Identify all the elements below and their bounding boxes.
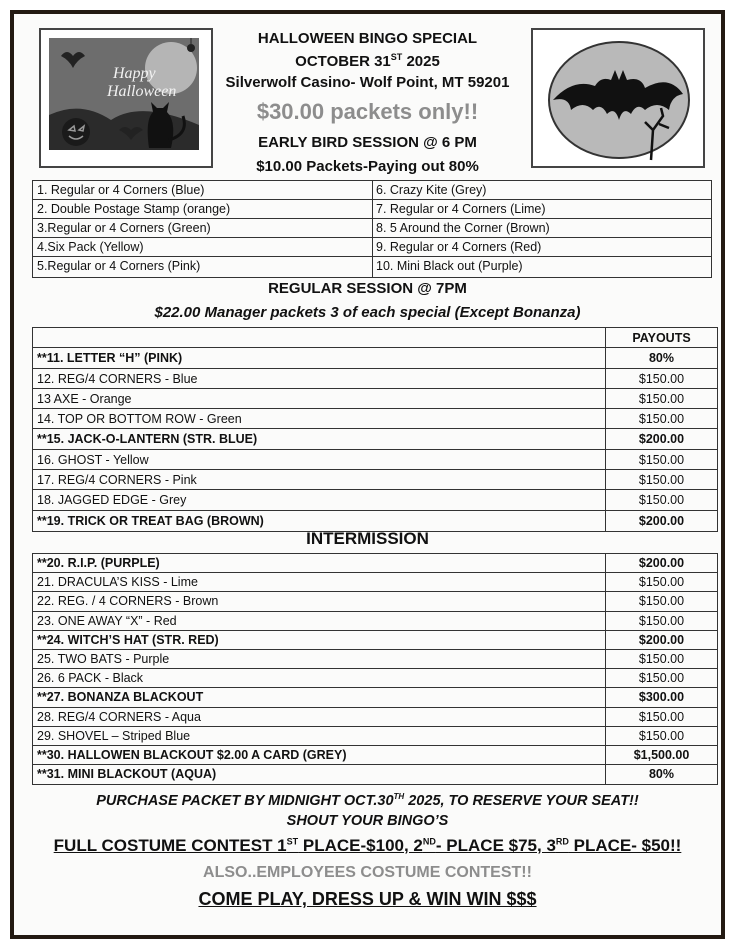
table-row — [33, 669, 717, 688]
date-suffix: ST — [390, 52, 403, 62]
game-name: **11. LETTER “H” (PINK) — [37, 351, 183, 366]
early-game: 9. Regular or 4 Corners (Red) — [372, 238, 711, 257]
game-name: **24. WITCH’S HAT (STR. RED) — [37, 632, 219, 647]
table-row — [33, 490, 717, 510]
game-name: 25. TWO BATS - Purple — [37, 651, 170, 666]
table-row — [33, 511, 717, 531]
game-payout: $150.00 — [605, 708, 717, 726]
table-row — [33, 409, 717, 429]
table-row — [33, 554, 717, 573]
table-row — [33, 688, 717, 707]
early-games-left — [33, 181, 373, 277]
table-row — [33, 708, 717, 727]
game-payout: $150.00 — [605, 669, 717, 687]
table-row — [33, 631, 717, 650]
game-name: 21. DRACULA’S KISS - Lime — [37, 575, 198, 590]
game-name: 13 AXE - Orange — [37, 391, 132, 406]
table-row — [33, 450, 717, 470]
game-payout: 80% — [605, 348, 717, 367]
game-name: 17. REG/4 CORNERS - Pink — [37, 473, 197, 488]
halloween-text: Halloween — [107, 83, 177, 100]
table-row — [33, 573, 717, 592]
contest-sup-3: RD — [555, 836, 569, 847]
game-name: 14. TOP OR BOTTOM ROW - Green — [37, 412, 242, 427]
contest-sup-1: ST — [286, 836, 299, 847]
early-game: 2. Double Postage Stamp (orange) — [33, 200, 372, 219]
game-payout: $150.00 — [605, 369, 717, 388]
game-payout: $150.00 — [605, 389, 717, 408]
game-payout: $200.00 — [605, 511, 717, 531]
game-name: **19. TRICK OR TREAT BAG (BROWN) — [37, 513, 264, 528]
game-name: **31. MINI BLACKOUT (AQUA) — [37, 767, 217, 782]
early-bird-session: EARLY BIRD SESSION @ 6 PM — [258, 134, 477, 151]
table-row — [33, 470, 717, 490]
flyer — [10, 10, 725, 939]
table-row — [33, 746, 717, 765]
table-row — [33, 348, 717, 368]
table-row — [33, 592, 717, 611]
game-name: 23. ONE AWAY “X” - Red — [37, 613, 177, 628]
intermission-games-table — [32, 553, 718, 785]
early-game: 7. Regular or 4 Corners (Lime) — [372, 200, 711, 219]
contest-text-b: PLACE-$100, 2 — [298, 836, 423, 855]
table-row — [33, 429, 717, 449]
contest-text-c: - PLACE $75, 3 — [435, 836, 556, 855]
table-row — [33, 612, 717, 631]
early-game: 10. Mini Black out (Purple) — [376, 259, 523, 273]
intermission-title: INTERMISSION — [306, 529, 429, 548]
employee-contest: ALSO..EMPLOYEES COSTUME CONTEST!! — [203, 864, 532, 881]
early-bird-games-table — [32, 180, 712, 278]
game-name: 18. JAGGED EDGE - Grey — [37, 493, 187, 508]
early-game: 5.Regular or 4 Corners (Pink) — [37, 259, 201, 273]
game-payout: $150.00 — [605, 409, 717, 428]
early-game: 6. Crazy Kite (Grey) — [372, 181, 711, 200]
table-row — [33, 727, 717, 746]
table-row — [33, 369, 717, 389]
game-payout: $300.00 — [605, 688, 717, 706]
game-payout: $150.00 — [605, 450, 717, 469]
game-payout: $200.00 — [605, 429, 717, 448]
game-payout: $200.00 — [605, 554, 717, 572]
early-games-right — [372, 181, 711, 277]
game-name: 28. REG/4 CORNERS - Aqua — [37, 709, 201, 724]
purchase-text-a: PURCHASE PACKET BY MIDNIGHT OCT.30 — [96, 792, 394, 809]
table-row — [33, 765, 717, 784]
game-payout: $150.00 — [605, 592, 717, 610]
game-payout: 80% — [605, 765, 717, 784]
game-name: **30. HALLOWEN BLACKOUT $2.00 A CARD (GREY) — [37, 747, 347, 762]
game-payout: $150.00 — [605, 490, 717, 509]
game-payout: $150.00 — [605, 650, 717, 668]
game-name: 29. SHOVEL – Striped Blue — [37, 728, 191, 743]
game-payout: $150.00 — [605, 612, 717, 630]
purchase-notice — [14, 792, 721, 809]
purchase-text-b: 2025, TO RESERVE YOUR SEAT!! — [404, 792, 639, 809]
game-name: 16. GHOST - Yellow — [37, 452, 149, 467]
game-name: **27. BONANZA BLACKOUT — [37, 690, 204, 705]
shout-bingo: SHOUT YOUR BINGO’S — [286, 813, 449, 829]
game-name: **15. JACK-O-LANTERN (STR. BLUE) — [37, 432, 258, 447]
regular-session-subtitle: $22.00 Manager packets 3 of each special (Except Bonanza) — [154, 304, 581, 321]
come-play: COME PLAY, DRESS UP & WIN WIN $$$ — [198, 889, 537, 909]
early-game: 4.Six Pack (Yellow) — [33, 238, 372, 257]
contest-sup-2: ND — [422, 836, 436, 847]
flyer-title: HALLOWEEN BINGO SPECIAL — [257, 30, 478, 47]
date-main: OCTOBER 31 — [295, 53, 391, 70]
contest-text-d: PLACE- $50!! — [568, 836, 682, 855]
early-bird-packets: $10.00 Packets-Paying out 80% — [256, 158, 479, 175]
early-game: 1. Regular or 4 Corners (Blue) — [33, 181, 372, 200]
date-year: 2025 — [402, 53, 440, 70]
early-game: 8. 5 Around the Corner (Brown) — [372, 219, 711, 238]
game-name: 26. 6 PACK - Black — [37, 671, 144, 686]
regular-session-title: REGULAR SESSION @ 7PM — [268, 280, 467, 297]
early-game: 3.Regular or 4 Corners (Green) — [33, 219, 372, 238]
venue: Silverwolf Casino- Wolf Point, MT 59201 — [225, 74, 510, 91]
table-row — [33, 389, 717, 409]
table-header-row — [33, 328, 717, 348]
game-name: 12. REG/4 CORNERS - Blue — [37, 371, 198, 386]
table-row — [33, 650, 717, 669]
game-payout: $150.00 — [605, 470, 717, 489]
purchase-suffix: TH — [393, 792, 405, 801]
game-payout: $1,500.00 — [605, 746, 717, 764]
game-payout: $200.00 — [605, 631, 717, 649]
contest-text-a: FULL COSTUME CONTEST 1 — [53, 836, 287, 855]
payouts-header: PAYOUTS — [605, 328, 717, 347]
happy-text: Happy — [113, 65, 156, 82]
game-name: **20. R.I.P. (PURPLE) — [37, 556, 160, 570]
packet-price: $30.00 packets only!! — [256, 99, 479, 124]
regular-games-table — [32, 327, 718, 532]
game-name: 22. REG. / 4 CORNERS - Brown — [37, 594, 219, 609]
costume-contest — [14, 836, 721, 856]
game-payout: $150.00 — [605, 727, 717, 745]
event-date — [14, 52, 721, 70]
game-payout: $150.00 — [605, 573, 717, 591]
